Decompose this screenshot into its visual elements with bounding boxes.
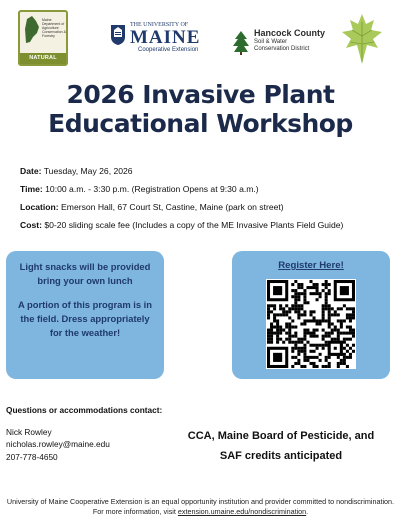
date-label: Date: — [20, 166, 42, 176]
time-value: 10:00 a.m. - 3:30 p.m. (Registration Opens at 9:30 a.m.) — [42, 184, 259, 194]
cost-label: Cost: — [20, 220, 42, 230]
cost-value: $0-20 sliding scale fee (Includes a copy of the ME Invasive Plants Field Guide) — [41, 220, 344, 230]
page-title — [0, 80, 401, 138]
natural-areas-logo — [18, 10, 68, 72]
snacks-info-box — [6, 251, 164, 379]
natural-areas-band: NATURAL AREAS — [20, 53, 66, 64]
time-label: Time: — [20, 184, 43, 194]
title-line-1: 2026 Invasive Plant — [66, 80, 335, 109]
credits-notice — [170, 426, 392, 466]
contact-email[interactable]: nicholas.rowley@maine.edu — [6, 439, 110, 449]
umaine-shield-icon — [110, 24, 126, 46]
qr-code[interactable] — [266, 279, 356, 369]
qr-code-icon — [267, 280, 355, 368]
leaf-logo-icon — [340, 12, 384, 66]
date-row — [20, 162, 390, 180]
time-row — [20, 180, 390, 198]
cost-row — [20, 216, 390, 234]
logo-bar — [0, 6, 401, 72]
location-row — [20, 198, 390, 216]
title-line-2: Educational Workshop — [48, 109, 353, 138]
location-value: Emerson Hall, 67 Court St, Castine, Maine (park on street) — [58, 202, 284, 212]
date-value: Tuesday, May 26, 2026 — [41, 166, 133, 176]
contact-name: Nick Rowley — [6, 426, 52, 437]
nondiscrimination-link[interactable]: extension.umaine.edu/nondiscrimination — [177, 507, 307, 516]
umaine-top-line: THE UNIVERSITY OF — [130, 22, 189, 28]
hancock-line1: Hancock County — [254, 28, 326, 38]
pine-tree-icon — [232, 30, 250, 56]
umaine-extension-logo — [110, 22, 205, 56]
credits-line-1: CCA, Maine Board of Pesticide, and — [187, 430, 375, 442]
contact-block — [6, 404, 166, 463]
location-label: Location: — [20, 202, 59, 212]
umaine-name: MAINE — [130, 27, 201, 48]
register-box — [232, 251, 390, 379]
hancock-swcd-logo — [232, 28, 326, 60]
credits-line-2: SAF credits anticipated — [219, 450, 343, 462]
hancock-line2: Soil & Water — [254, 39, 288, 45]
register-link[interactable]: Register Here! — [278, 260, 344, 271]
field-notice-text: A portion of this program is in the field. Dress appropriately for the weather! — [17, 299, 153, 338]
hancock-line3: Conservation District — [254, 46, 310, 52]
maine-map-icon — [23, 15, 41, 45]
snacks-text: Light snacks will be provided bring your own lunch — [19, 261, 151, 286]
natural-areas-agency-text: Maine Department of Agriculture Conservation & Forestry — [42, 18, 66, 38]
contact-heading: Questions or accommodations contact: — [6, 405, 163, 415]
event-details — [20, 162, 390, 234]
footer-period: . — [306, 507, 309, 516]
contact-phone: 207-778-4650 — [6, 451, 58, 462]
umaine-sub: Cooperative Extension — [138, 47, 199, 53]
footer-text: University of Maine Cooperative Extension is an equal opportunity institution and provider committed to nondiscrimination. For more information, visit — [6, 497, 395, 516]
nondiscrimination-footer — [4, 497, 397, 517]
